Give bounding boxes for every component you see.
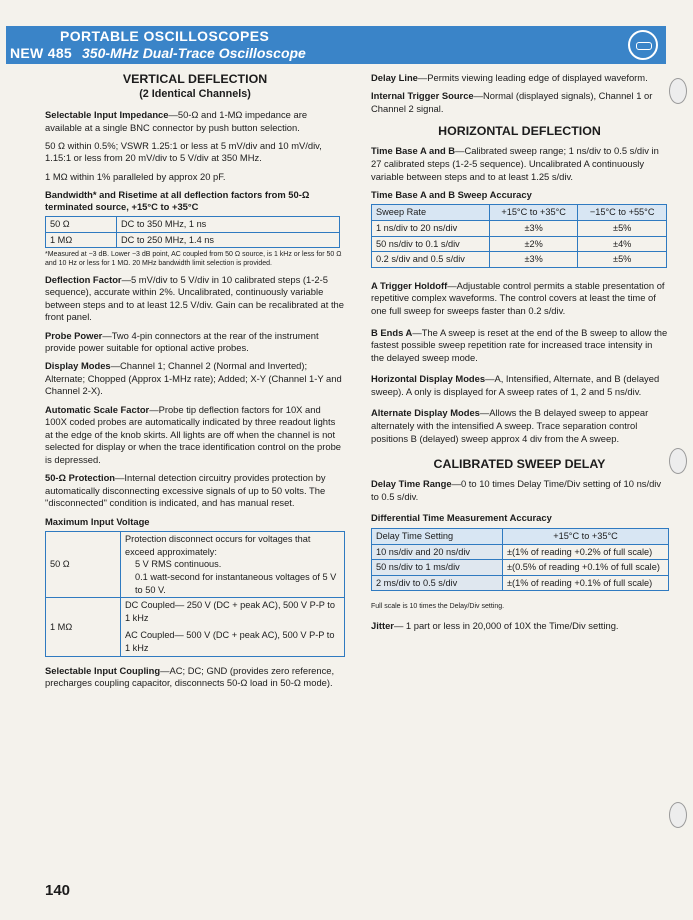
binder-hole-icon [669, 802, 687, 828]
time-base-text: —Calibrated sweep range; 1 ns/div to 0.5 s/div in 27 calibrated steps (1-2-5 sequence). Uncalibrated A continuously variable between steps and to at least 1.25 s/div. [371, 145, 659, 182]
b-ends-a-para [371, 327, 668, 365]
auto-scale-text: —Probe tip deflection factors for 10X and 100X coded probes are automatically indicated by three readout lights at the edge of the knob skirts. All lights are off when the channel is not selected for display or when the trace identification control on the probe is depressed. [45, 403, 342, 466]
vertical-deflection-heading: VERTICAL DEFLECTION [122, 72, 268, 86]
alternate-display-modes-lead: Alternate Display Modes [371, 407, 480, 419]
sweep-accuracy-table [371, 204, 667, 267]
column-header: Sweep Rate [372, 205, 490, 221]
column-header: Delay Time Setting [372, 529, 503, 545]
table-header-row [372, 205, 667, 221]
delay-line-text: —Permits viewing leading edge of displayed waveform. [417, 72, 648, 83]
table-cell: 10 ns/div and 20 ns/div [372, 544, 503, 560]
column-header: −15°C to +55°C [578, 205, 667, 221]
differential-time-table [371, 528, 669, 591]
table-cell: ±3% [489, 252, 578, 268]
table-row [372, 252, 667, 268]
binder-hole-icon [669, 78, 687, 104]
protection-text: —Internal detection circuitry provides protection by automatically disconnecting excessive signals of up to 50 volts. The "disconnected" condition is indicated, and has manual reset. [45, 472, 326, 509]
time-base-lead: Time Base A and B [371, 145, 456, 157]
b-ends-a-text: —The A sweep is reset at the end of the B sweep to allow the fastest possible sweep repetition rate for increased trace intensity in the delayed sweep mode. [371, 326, 668, 363]
time-base-para [371, 145, 668, 183]
input-coupling-lead: Selectable Input Coupling [45, 664, 161, 676]
ac-coupled-text: AC Coupled— 500 V (DC + peak AC), 500 V P-P to 1 kHz [125, 630, 335, 653]
delay-line-para [371, 72, 668, 85]
max-input-voltage-heading: Maximum Input Voltage [45, 515, 150, 527]
table-row [372, 544, 669, 560]
horizontal-deflection-heading: HORIZONTAL DEFLECTION [438, 124, 601, 139]
left-column [45, 72, 345, 695]
display-modes-lead: Display Modes [45, 360, 111, 372]
horizontal-display-modes-lead: Horizontal Display Modes [371, 373, 486, 385]
page-number: 140 [45, 882, 71, 899]
table-cell: DC to 350 MHz, 1 ns [117, 216, 340, 232]
header-model: NEW 485 [10, 45, 73, 61]
protection-lead: 50-Ω Protection [45, 472, 116, 484]
bandwidth-table [45, 216, 340, 248]
table-row [46, 532, 345, 598]
trigger-holdoff-para [371, 280, 668, 318]
rms-continuous-text: 5 V RMS continuous. [135, 559, 222, 570]
jitter-para [371, 620, 668, 633]
header-category: PORTABLE OSCILLOSCOPES [60, 28, 270, 44]
alternate-display-modes-para [371, 407, 668, 445]
table-header-row [372, 529, 669, 545]
table-cell: ±(1% of reading +0.1% of full scale) [503, 575, 669, 591]
table-cell: 50 Ω [46, 216, 117, 232]
horizontal-display-modes-text: —A, Intensified, Alternate, and B (delayed sweep). A only is displayed for A sweep rates of 1, 2 and 5 ns/div. [371, 373, 660, 397]
table-cell: ±3% [489, 220, 578, 236]
bandwidth-footnote: *Measured at −3 dB. Lower −3 dB point, AC coupled from 50 Ω source, is 1 kHz or less for 50 Ω and 10 Hz or less for 1 MΩ. 20 MHz bandwidth limit selection is provided. [45, 251, 342, 267]
right-column [371, 72, 668, 638]
protection-para [45, 472, 345, 510]
table-cell [121, 532, 345, 598]
table-cell: 2 ms/div to 0.5 s/div [372, 575, 503, 591]
watt-second-text: 0.1 watt-second for instantaneous voltages of 5 V to 50 V. [135, 571, 337, 595]
calibrated-sweep-delay-heading: CALIBRATED SWEEP DELAY [433, 457, 606, 472]
vswr-para: 50 Ω within 0.5%; VSWR 1.25:1 or less at 5 mV/div and 10 mV/div, 1.15:1 or less from 20 mV/div to 5 V/div at 350 MHz. [45, 139, 322, 164]
table-cell: ±4% [578, 236, 667, 252]
input-impedance-para [45, 109, 345, 134]
table-cell: ±5% [578, 220, 667, 236]
page-header-banner [6, 26, 666, 64]
table-cell: ±(0.5% of reading +0.1% of full scale) [503, 560, 669, 576]
alternate-display-modes-text: —Allows the B delayed sweep to appear alternately with the intensified A sweep. Trace separation control positions B (delayed) sweep approx 4 div from the A sweep. [371, 407, 649, 444]
deflection-factor-text: —5 mV/div to 5 V/div in 10 calibrated steps (1-2-5 sequence), accurate within 2%. Uncalibrated, continuously variable between steps and to at least 12.5 V/div. Gain can be recalibrated at the front panel. [45, 273, 344, 323]
deflection-factor-para [45, 274, 345, 324]
table-row [46, 216, 340, 232]
column-header: +15°C to +35°C [503, 529, 669, 545]
table-cell: 1 MΩ [46, 598, 121, 656]
table-cell: ±5% [578, 252, 667, 268]
display-modes-para [45, 360, 345, 398]
table-cell: 50 ns/div to 1 ms/div [372, 560, 503, 576]
table-cell: 50 ns/div to 0.1 s/div [372, 236, 490, 252]
auto-scale-para [45, 404, 345, 467]
table-cell: 50 Ω [46, 532, 121, 598]
table-cell: 0.2 s/div and 0.5 s/div [372, 252, 490, 268]
differential-time-heading: Differential Time Measurement Accuracy [371, 512, 552, 524]
max-input-voltage-table [45, 531, 345, 656]
dc-coupled-text: DC Coupled— 250 V (DC + peak AC), 500 V P-P to 1 kHz [125, 600, 335, 623]
binder-hole-icon [669, 448, 687, 474]
table-row [372, 575, 669, 591]
probe-power-text: —Two 4-pin connectors at the rear of the instrument provide power suitable for optional active probes. [45, 329, 319, 354]
jitter-text: — 1 part or less in 20,000 of 10X the Time/Div setting. [393, 619, 619, 631]
input-coupling-para [45, 665, 345, 690]
table-row [372, 220, 667, 236]
table-row [372, 560, 669, 576]
delay-time-range-para [371, 478, 668, 503]
table-cell: 1 MΩ [46, 232, 117, 248]
full-scale-note: Full scale is 10 times the Delay/Div setting. [371, 603, 505, 611]
trigger-holdoff-text: —Adjustable control permits a stable presentation of repetitive complex waveforms. The control covers at least the time of one full sweep for sweeps faster than 0.2 s/div. [371, 279, 665, 316]
delay-time-range-text: —0 to 10 times Delay Time/Div setting of 10 ns/div to 0.5 s/div. [371, 478, 662, 502]
input-impedance-text: —50-Ω and 1-MΩ impedance are available at a single BNC connector by push button selection. [45, 109, 308, 133]
table-cell [121, 598, 345, 656]
header-product-line [10, 45, 306, 61]
bandwidth-heading: Bandwidth* and Risetime at all deflection factors from 50-Ω terminated source, +15°C to +35°C [45, 188, 310, 213]
input-impedance-lead: Selectable Input Impedance [45, 109, 169, 120]
table-row [372, 236, 667, 252]
channels-subheading: (2 Identical Channels) [139, 88, 251, 100]
table-row [46, 232, 340, 248]
table-cell: ±(1% of reading +0.2% of full scale) [503, 544, 669, 560]
table-cell: ±2% [489, 236, 578, 252]
tektronix-logo-icon [628, 30, 658, 60]
protection-disconnect-text: Protection disconnect occurs for voltages that exceed approximately: [125, 534, 311, 557]
table-row [46, 598, 345, 656]
table-cell: 1 ns/div to 20 ns/div [372, 220, 490, 236]
deflection-factor-lead: Deflection Factor [45, 273, 122, 285]
one-megohm-para: 1 MΩ within 1% paralleled by approx 20 pF. [45, 170, 226, 182]
probe-power-lead: Probe Power [45, 329, 103, 341]
input-coupling-text: —AC; DC; GND (provides zero reference, precharges coupling capacitor, disconnects 50-Ω load in 50-Ω mode). [45, 664, 335, 689]
b-ends-a-lead: B Ends A [371, 326, 413, 338]
jitter-lead: Jitter [371, 619, 394, 631]
trigger-source-para [371, 90, 668, 115]
header-title: 350-MHz Dual-Trace Oscilloscope [82, 45, 306, 61]
trigger-holdoff-lead: A Trigger Holdoff [371, 279, 448, 291]
probe-power-para [45, 330, 345, 355]
trigger-source-text: —Normal (displayed signals), Channel 1 or Channel 2 signal. [371, 90, 653, 114]
sweep-accuracy-heading: Time Base A and B Sweep Accuracy [371, 188, 532, 200]
trigger-source-lead: Internal Trigger Source [371, 90, 474, 102]
auto-scale-lead: Automatic Scale Factor [45, 403, 150, 415]
table-cell: DC to 250 MHz, 1.4 ns [117, 232, 340, 248]
delay-line-lead: Delay Line [371, 72, 418, 83]
column-header: +15°C to +35°C [489, 205, 578, 221]
display-modes-text: —Channel 1; Channel 2 (Normal and Inverted); Alternate; Chopped (Approx 1-MHz rate); Added; X-Y (Channel 1-Y and Channel 2-X). [45, 360, 342, 397]
horizontal-display-modes-para [371, 373, 668, 398]
delay-time-range-lead: Delay Time Range [371, 478, 452, 490]
